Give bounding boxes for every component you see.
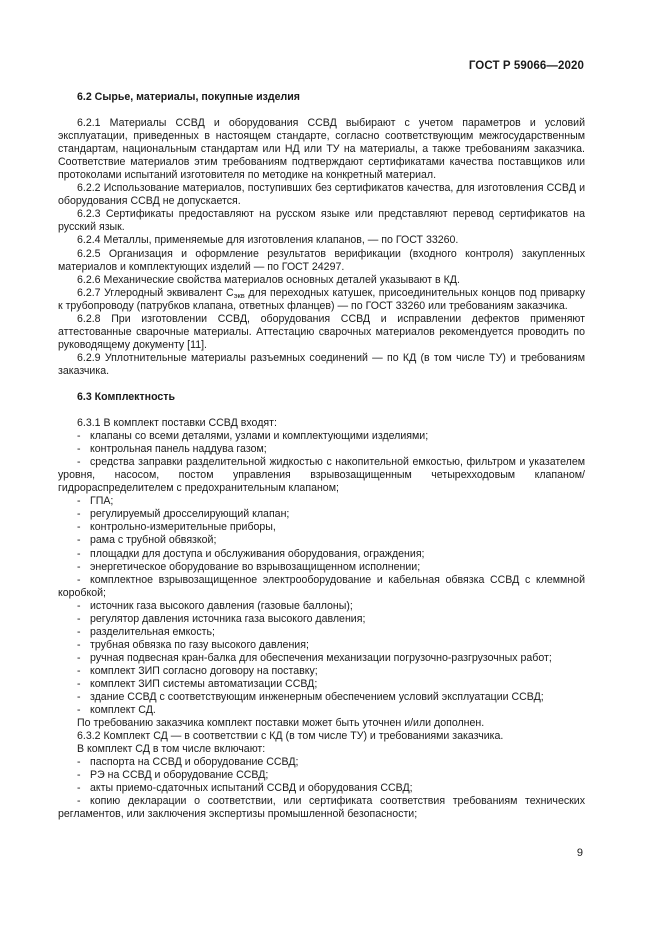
list-item-text: разделительная емкость; xyxy=(90,625,215,638)
list-item xyxy=(58,430,585,443)
paragraph-6-2-8: 6.2.8 При изготовлении ССВД, оборудования ССВД и исправлении дефектов применяют аттестованные сварочные материалы. Аттестацию сварочных материалов рекомендуется проводить по руководящему документу [11]. xyxy=(58,312,585,351)
list-item-text: клапаны со всеми деталями, узлами и комплектующими изделиями; xyxy=(90,430,429,443)
paragraph-6-2-7-start: 6.2.7 Углеродный эквивалент С xyxy=(77,286,234,299)
list-item xyxy=(58,678,585,691)
paragraph-6-2-3: 6.2.3 Сертификаты предоставляют на русском языке или представляют перевод сертификатов на русский язык. xyxy=(58,208,585,234)
list-dash: - xyxy=(77,704,81,717)
list-dash: - xyxy=(77,430,81,443)
list-dash: - xyxy=(77,521,81,534)
list-dash: - xyxy=(77,560,81,573)
list-item-text: здание ССВД с соответствующим инженерным обеспечением условий эксплуатации ССВД; xyxy=(90,691,544,704)
list-dash: - xyxy=(77,691,81,704)
list-item-text: РЭ на ССВД и оборудование ССВД; xyxy=(90,769,269,782)
list-dash: - xyxy=(77,782,81,795)
list-item xyxy=(58,795,585,821)
list-item-text: контрольная панель наддува газом; xyxy=(90,443,267,456)
list-dash: - xyxy=(77,664,81,677)
list-dash: - xyxy=(77,456,81,469)
list-item-text: рама с трубной обвязкой; xyxy=(90,534,217,547)
list-item xyxy=(58,639,585,652)
list-item xyxy=(58,600,585,613)
list-item-text: комплект СД. xyxy=(90,704,156,717)
list-dash: - xyxy=(77,612,81,625)
list-item-text: комплект ЗИП системы автоматизации ССВД; xyxy=(90,677,318,690)
list-item xyxy=(58,756,585,769)
list-item-text: средства заправки разделительной жидкостью с накопительной емкостью, фильтром и указателем уровня, насосом, постом управления взрывозащищенным четырехходовым клапаном/гидрораспределителем с предохранительным клапаном; xyxy=(58,456,585,495)
page-content xyxy=(58,91,585,821)
list-dash: - xyxy=(77,534,81,547)
page-number: 9 xyxy=(576,847,583,859)
paragraph-6-2-2: 6.2.2 Использование материалов, поступивших без сертификатов качества, для изготовления ССВД и оборудования ССВД не допускается. xyxy=(58,182,585,208)
list-dash: - xyxy=(77,795,81,808)
list-dash: - xyxy=(77,625,81,638)
list-dash: - xyxy=(77,547,81,560)
list-item xyxy=(58,626,585,639)
list-item xyxy=(58,443,585,456)
list-item-text: регулируемый дросселирующий клапан; xyxy=(90,508,290,521)
list-dash: - xyxy=(77,599,81,612)
list-item xyxy=(58,574,585,600)
list-item xyxy=(58,548,585,561)
list-item xyxy=(58,456,585,495)
list-dash: - xyxy=(77,651,81,664)
list-item xyxy=(58,613,585,626)
list-item xyxy=(58,495,585,508)
list-dash: - xyxy=(77,495,81,508)
list-item-text: ГПА; xyxy=(90,495,114,508)
list-item xyxy=(58,782,585,795)
list-dash: - xyxy=(77,573,81,586)
list-item-text: трубная обвязка по газу высокого давления; xyxy=(90,638,309,651)
paragraph-sd-intro: В комплект СД в том числе включают: xyxy=(77,743,266,756)
list-item xyxy=(58,521,585,534)
list-item xyxy=(58,704,585,717)
paragraph-6-2-4: 6.2.4 Металлы, применяемые для изготовления клапанов, — по ГОСТ 33260. xyxy=(77,234,459,247)
paragraph-6-2-5: 6.2.5 Организация и оформление результатов верификации (входного контроля) закупленных материалов и комплектующих изделий — по ГОСТ 24297. xyxy=(58,247,585,273)
paragraph-6-2-6: 6.2.6 Механические свойства материалов основных деталей указывают в КД. xyxy=(77,273,460,286)
sd-list xyxy=(58,756,585,821)
list-item-text: контрольно-измерительные приборы, xyxy=(90,521,276,534)
paragraph-6-2-7 xyxy=(58,287,585,313)
list-item-text: комплектное взрывозащищенное электрооборудование и кабельная обвязка ССВД с клеммной коробкой; xyxy=(58,573,585,599)
list-item-text: источник газа высокого давления (газовые баллоны); xyxy=(90,599,353,612)
list-item-text: ручная подвесная кран-балка для обеспечения механизации погрузочно-разгрузочных работ; xyxy=(90,651,552,664)
paragraph-6-2-7-end: для переходных катушек, присоединительных концов под приварку к трубопроводу (патрубков клапана, ответных фланцев) — по ГОСТ 33260 или требованиям заказчика. xyxy=(58,286,585,312)
section-heading-6-2: 6.2 Сырье, материалы, покупные изделия xyxy=(77,91,300,103)
list-dash: - xyxy=(77,443,81,456)
list-item-text: акты приемо-сдаточных испытаний ССВД и оборудования ССВД; xyxy=(90,782,413,795)
document-header: ГОСТ Р 59066—2020 xyxy=(468,60,584,72)
list-dash: - xyxy=(77,677,81,690)
paragraph-6-2-1: 6.2.1 Материалы ССВД и оборудования ССВД выбирают с учетом параметров и условий эксплуатации, приведенных в настоящем стандарте, согласно соответствующим межгосударственным стандартам, национальным стандартам или НД или ТУ на материалы, а также требованиям заказчика. Соответствие материалов этим требованиям подтверждают сертификатами качества поставщиков или протоколами испытаний изготовителя по методике на конкретный материал. xyxy=(58,117,585,182)
carbon-equivalent-subscript: экв xyxy=(233,290,245,300)
list-item xyxy=(58,691,585,704)
list-dash: - xyxy=(77,508,81,521)
list-item xyxy=(58,534,585,547)
list-item xyxy=(58,652,585,665)
paragraph-customer-note: По требованию заказчика комплект поставки может быть уточнен и/или дополнен. xyxy=(77,717,485,730)
list-item-text: энергетическое оборудование во взрывозащищенном исполнении; xyxy=(90,560,421,573)
list-dash: - xyxy=(77,638,81,651)
section-heading-6-3: 6.3 Комплектность xyxy=(77,390,175,403)
list-dash: - xyxy=(77,769,81,782)
list-item xyxy=(58,769,585,782)
paragraph-6-2-9: 6.2.9 Уплотнительные материалы разъемных соединений — по КД (в том числе ТУ) и требованиям заказчика. xyxy=(58,351,585,377)
paragraph-6-3-2: 6.3.2 Комплект СД — в соответствии с КД (в том числе ТУ) и требованиями заказчика. xyxy=(77,730,504,743)
list-item-text: площадки для доступа и обслуживания оборудования, ограждения; xyxy=(90,547,425,560)
list-item-text: комплект ЗИП согласно договору на поставку; xyxy=(90,664,318,677)
list-item xyxy=(58,561,585,574)
list-item-text: паспорта на ССВД и оборудование ССВД; xyxy=(90,756,299,769)
supply-list xyxy=(58,430,585,717)
list-item xyxy=(58,508,585,521)
paragraph-6-3-1: 6.3.1 В комплект поставки ССВД входят: xyxy=(77,417,277,430)
list-item-text: копию декларации о соответствии, или сертификата соответствия требованиям технических регламентов, или заключения экспертизы промышленной безопасности; xyxy=(58,795,585,821)
list-dash: - xyxy=(77,756,81,769)
list-item-text: регулятор давления источника газа высокого давления; xyxy=(90,612,366,625)
list-item xyxy=(58,665,585,678)
